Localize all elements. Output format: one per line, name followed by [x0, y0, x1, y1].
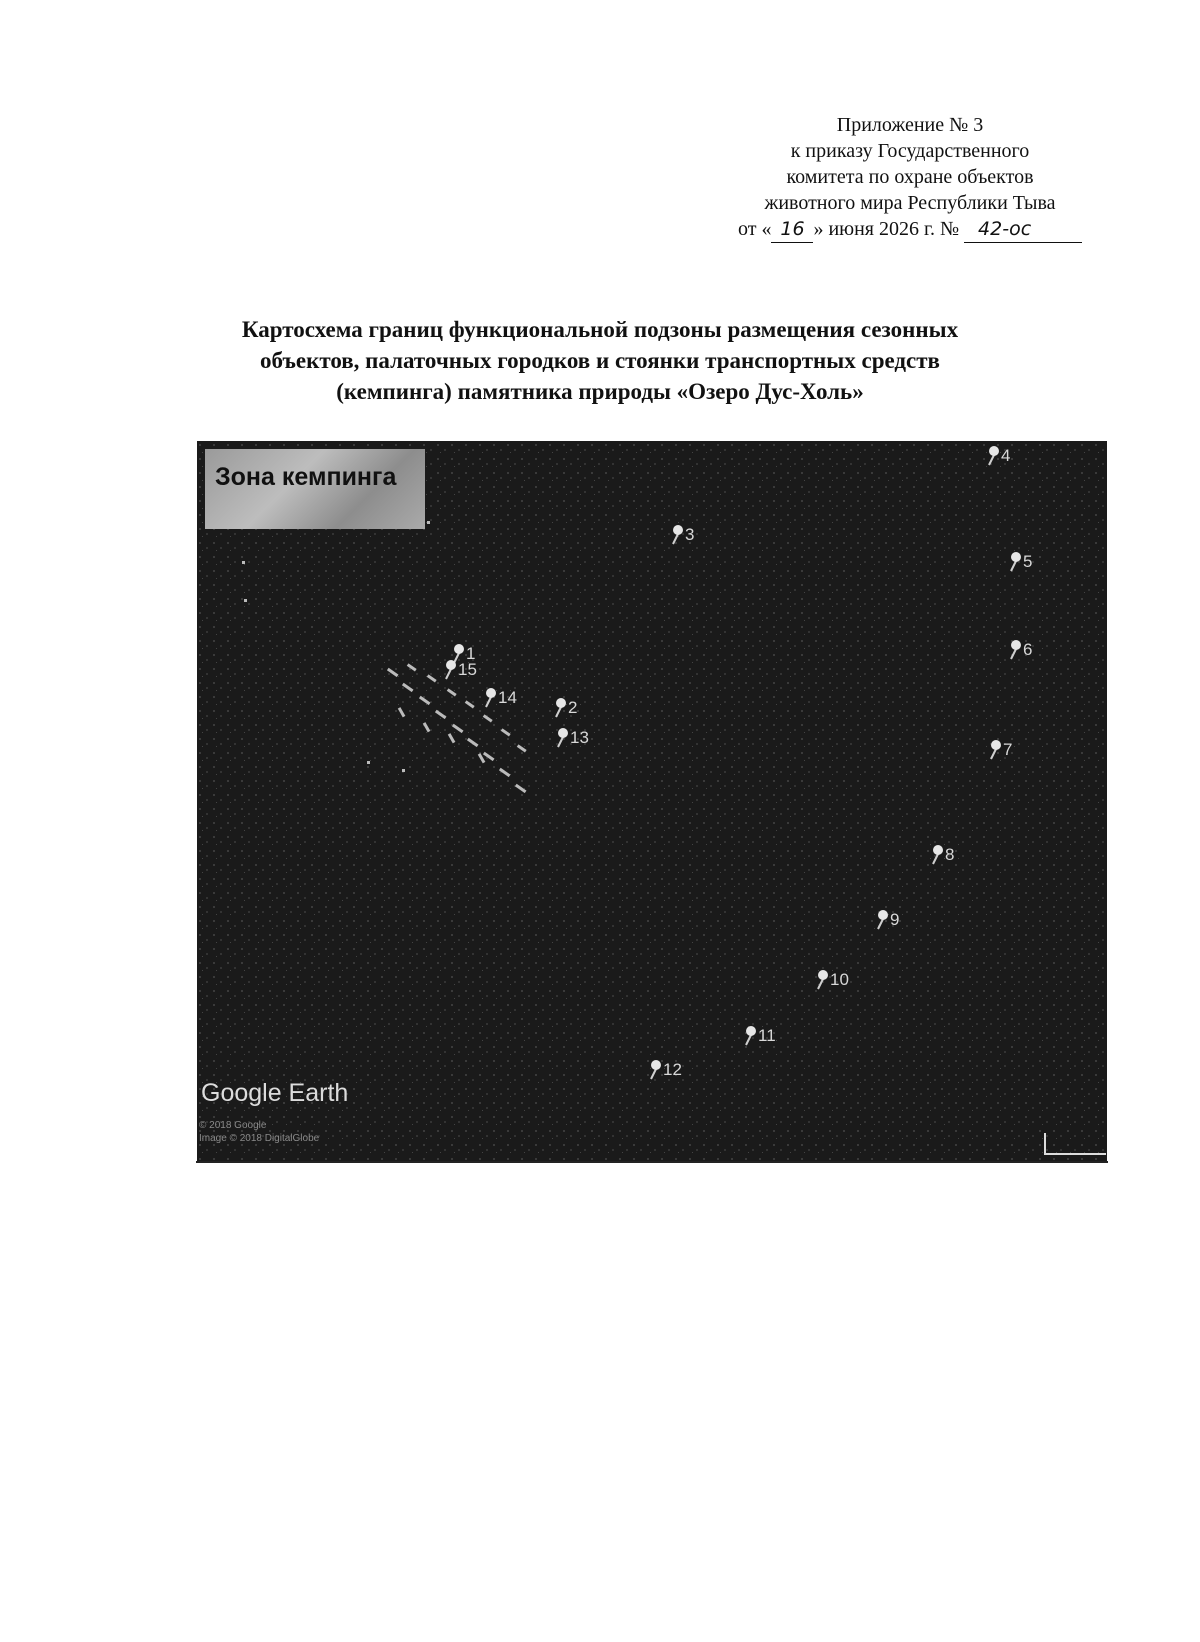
appendix-line-1: Приложение № 3 — [836, 114, 984, 136]
pin-label: 5 — [1023, 552, 1033, 571]
pushpin-icon — [558, 728, 568, 738]
map-copyright — [199, 1119, 319, 1145]
terrain-texture — [197, 441, 1107, 1161]
pushpin-icon — [454, 644, 464, 654]
pushpin-icon — [673, 525, 683, 535]
pin-label: 4 — [1001, 446, 1011, 465]
map-frame-bottom — [196, 1161, 1108, 1163]
title-line-3: (кемпинга) памятника природы «Озеро Дус-Холь» — [336, 379, 864, 404]
pushpin-icon — [446, 660, 456, 670]
date-day: 16 — [771, 216, 813, 243]
date-month-year: » июня 2026 г. № — [813, 218, 960, 240]
pin-label: 13 — [570, 728, 589, 747]
copyright-line-2: Image © 2018 DigitalGlobe — [199, 1133, 320, 1144]
pin-label: 3 — [685, 525, 695, 544]
pushpin-icon — [989, 446, 999, 456]
document-title — [150, 314, 1050, 407]
pin-label: 1 — [466, 644, 476, 663]
pushpin-icon — [1011, 640, 1021, 650]
pushpin-icon — [878, 910, 888, 920]
zone-label: Зона кемпинга — [205, 449, 425, 529]
order-number: 42-ос — [964, 216, 1082, 243]
pin-label: 6 — [1023, 640, 1033, 659]
title-line-2: объектов, палаточных городков и стоянки транспортных средств — [260, 348, 940, 373]
pushpin-icon — [746, 1026, 756, 1036]
pin-label: 9 — [890, 910, 900, 929]
appendix-block — [700, 112, 1120, 243]
pin-label: 11 — [758, 1026, 776, 1045]
copyright-line-1: © 2018 Google — [199, 1120, 267, 1131]
appendix-line-2: к приказу Государственного — [790, 140, 1030, 162]
pin-label: 8 — [945, 845, 955, 864]
appendix-line-4: животного мира Республики Тыва — [764, 192, 1056, 214]
pin-label: 10 — [830, 970, 849, 989]
appendix-line-3: комитета по охране объектов — [786, 166, 1034, 188]
pin-label: 2 — [568, 698, 578, 717]
pushpin-icon — [1011, 552, 1021, 562]
satellite-map — [197, 441, 1107, 1161]
appendix-date-line — [700, 216, 1120, 243]
scale-bar — [1044, 1133, 1106, 1155]
title-line-1: Картосхема границ функциональной подзоны размещения сезонных — [241, 317, 959, 342]
date-prefix: от « — [737, 218, 772, 240]
pushpin-icon — [991, 740, 1001, 750]
pushpin-icon — [651, 1060, 661, 1070]
pushpin-icon — [933, 845, 943, 855]
pushpin-icon — [486, 688, 496, 698]
pin-label: 15 — [458, 660, 477, 679]
pin-label: 7 — [1003, 740, 1013, 759]
pin-label: 12 — [663, 1060, 682, 1079]
pin-label: 14 — [498, 688, 517, 707]
google-earth-logo: Google Earth — [201, 1079, 349, 1107]
pushpin-icon — [556, 698, 566, 708]
pushpin-icon — [818, 970, 828, 980]
map-canvas — [197, 441, 1107, 1161]
